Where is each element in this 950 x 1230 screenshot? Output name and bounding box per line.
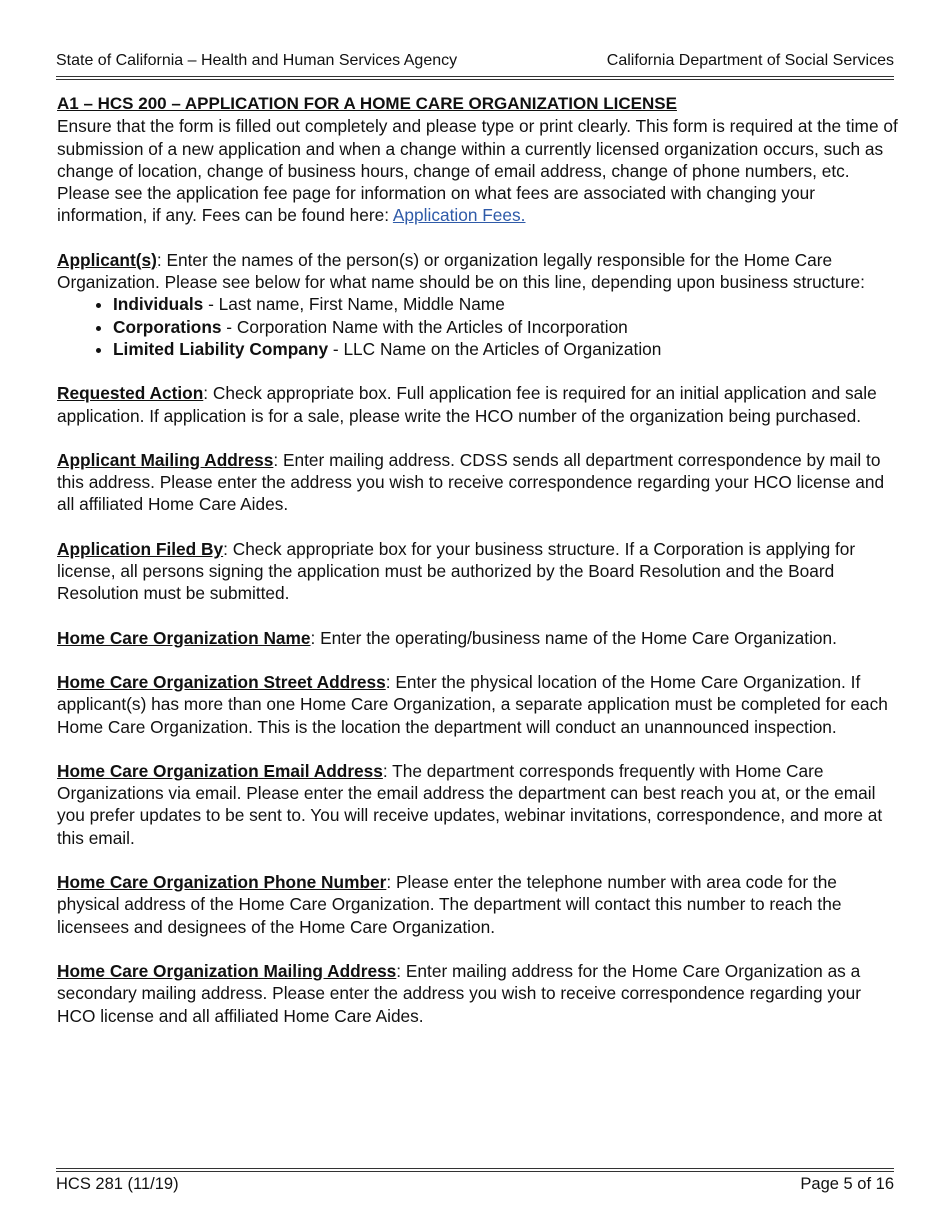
section-text: : Check appropriate box. Full application fee is required for an initial application and sale application. If application is for a sale, please write the HCO number of the organization being purchased. — [57, 383, 877, 426]
list-item — [113, 293, 902, 315]
section-term: Requested Action — [57, 383, 204, 404]
section-term: Application Filed By — [57, 538, 224, 559]
section-text: : Check appropriate box for your business structure. If a Corporation is applying for license, all persons signing the application must be authorized by the Board Resolution and the Board Resolution must be submitted. — [57, 538, 856, 604]
section-text: : Please enter the telephone number with area code for the physical address of the Home Care Organization. The department will contact this number to reach the licensees and designees of the Home Care Organization. — [57, 872, 842, 937]
list-item-term: Corporations — [113, 316, 222, 337]
document-body — [57, 93, 902, 1027]
requested-action-paragraph — [57, 382, 902, 427]
section-term: Home Care Organization Name — [57, 627, 311, 648]
list-item-term: Individuals — [113, 294, 204, 315]
section-text: : Enter the operating/business name of the Home Care Organization. — [310, 627, 837, 648]
intro-text: Ensure that the form is filled out completely and please type or print clearly. This form is required at the time of submission of a new application and when a change within a currently licensed organization occurs, such as change of location, change of business hours, change of email address, change of phone numbers, etc. Please see the application fee page for information on what fees are associated with changing your information, if any. Fees can be found here: — [57, 116, 898, 226]
applicant-mailing-address-paragraph — [57, 449, 902, 516]
section-term: Home Care Organization Phone Number — [57, 872, 387, 893]
footer-divider — [56, 1168, 894, 1172]
list-item-text: - Corporation Name with the Articles of Incorporation — [221, 316, 628, 337]
hco-email-address-paragraph — [57, 760, 902, 849]
page-title: A1 – HCS 200 – APPLICATION FOR A HOME CARE ORGANIZATION LICENSE — [57, 94, 677, 113]
list-item — [113, 316, 902, 338]
section-text: : Enter mailing address for the Home Care Organization as a secondary mailing address. Please enter the address you wish to receive correspondence regarding your HCO license and all affiliated Home Care Aides. — [57, 960, 862, 1026]
applicant-types-list — [57, 293, 902, 360]
hco-phone-number-paragraph — [57, 871, 902, 938]
page-number: Page 5 of 16 — [800, 1175, 894, 1193]
section-text: : The department corresponds frequently with Home Care Organizations via email. Please enter the email address the department can best reach you at, or the email you prefer updates to be sent to. You will receive updates, webinar invitations, correspondence, and more at this email. — [57, 760, 883, 848]
hco-mailing-address-paragraph — [57, 960, 902, 1027]
application-fees-link[interactable]: Application Fees. — [392, 205, 526, 226]
list-item-text: - LLC Name on the Articles of Organization — [328, 338, 662, 359]
section-term: Home Care Organization Street Address — [57, 671, 386, 692]
list-item-text: - Last name, First Name, Middle Name — [203, 294, 505, 315]
section-term: Home Care Organization Mailing Address — [57, 960, 397, 981]
form-number: HCS 281 (11/19) — [56, 1175, 179, 1193]
header-department: California Department of Social Services — [606, 52, 894, 69]
intro-paragraph — [57, 115, 902, 226]
applicants-text: : Enter the names of the person(s) or organization legally responsible for the Home Care Organization. Please see below for what name should be on this line, depending upon business structure: — [57, 249, 865, 293]
applicants-term: Applicant(s) — [57, 249, 157, 270]
list-item-term: Limited Liability Company — [113, 338, 329, 359]
hco-name-paragraph — [57, 627, 902, 649]
section-text: : Enter the physical location of the Home Care Organization. If applicant(s) has more than one Home Care Organization, a separate application must be completed for each Home Care Organization. This is the location the department will conduct an unannounced inspection. — [57, 671, 888, 737]
section-text: : Enter mailing address. CDSS sends all department correspondence by mail to this address. Please enter the address you wish to receive correspondence regarding your HCO license and all affiliated Home Care Aides. — [57, 449, 885, 515]
application-filed-by-paragraph — [57, 538, 902, 605]
applicants-paragraph — [57, 249, 902, 294]
list-item — [113, 338, 902, 360]
header-agency: State of California – Health and Human Services Agency — [56, 52, 458, 69]
section-term: Home Care Organization Email Address — [57, 760, 383, 781]
section-term: Applicant Mailing Address — [57, 449, 274, 470]
hco-street-address-paragraph — [57, 671, 902, 738]
header-divider — [56, 76, 894, 80]
